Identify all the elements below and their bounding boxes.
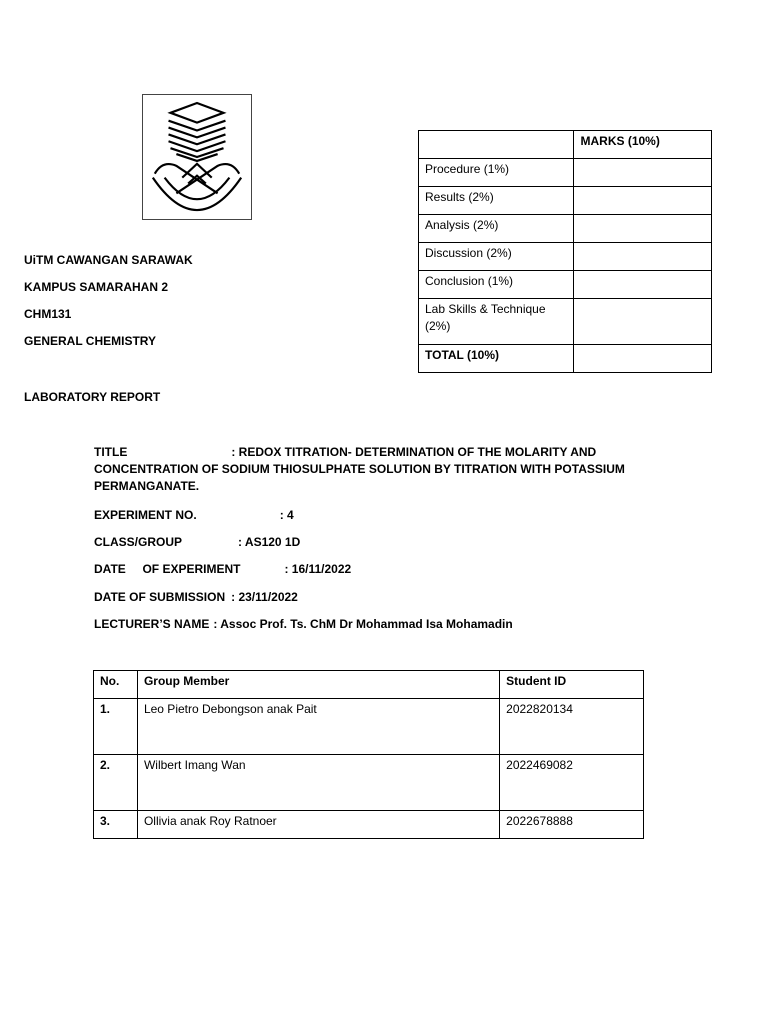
experiment-label: EXPERIMENT NO. [94, 508, 197, 522]
marks-row [419, 159, 712, 187]
title-value: : REDOX TITRATION- DETERMINATION OF THE MOLARITY AND [231, 445, 597, 459]
marks-label: Results (2%) [419, 187, 574, 215]
marks-row [419, 243, 712, 271]
crest-icon [143, 95, 251, 219]
date-submission-field [94, 589, 298, 606]
university-logo [142, 94, 252, 220]
marks-value[interactable] [574, 243, 712, 271]
kampus-name: KAMPUS SAMARAHAN 2 [24, 280, 169, 294]
row-no: 3. [94, 811, 138, 839]
lecturer-label: LECTURER’S NAME [94, 617, 210, 631]
row-member: Leo Pietro Debongson anak Pait [137, 699, 499, 755]
marks-value[interactable] [574, 159, 712, 187]
marks-table [418, 130, 712, 373]
marks-row [419, 215, 712, 243]
lecturer-field [94, 616, 513, 633]
row-no: 2. [94, 755, 138, 811]
row-student-id: 2022469082 [500, 755, 644, 811]
marks-label: Procedure (1%) [419, 159, 574, 187]
marks-row [419, 187, 712, 215]
marks-value[interactable] [574, 187, 712, 215]
report-title [94, 444, 654, 495]
marks-total-label: TOTAL (10%) [419, 345, 574, 373]
date-experiment-label: DATE OF EXPERIMENT [94, 562, 241, 576]
campus-name: UiTM CAWANGAN SARAWAK [24, 253, 193, 267]
table-row [94, 811, 644, 839]
row-member: Wilbert Imang Wan [137, 755, 499, 811]
marks-row [419, 271, 712, 299]
marks-total-row [419, 345, 712, 373]
marks-total-value[interactable] [574, 345, 712, 373]
marks-row [419, 299, 712, 345]
class-field [94, 534, 300, 551]
group-table [93, 670, 644, 839]
marks-value[interactable] [574, 299, 712, 345]
course-name: GENERAL CHEMISTRY [24, 334, 157, 348]
table-row [94, 699, 644, 755]
class-label: CLASS/GROUP [94, 535, 183, 549]
marks-value[interactable] [574, 271, 712, 299]
row-no: 1. [94, 699, 138, 755]
marks-label: Lab Skills & Technique (2%) [419, 299, 574, 345]
experiment-field [94, 507, 294, 524]
course-code: CHM131 [24, 307, 72, 321]
row-student-id: 2022820134 [500, 699, 644, 755]
group-header-row [94, 671, 644, 699]
class-value: : AS120 1D [238, 535, 301, 549]
marks-header: MARKS (10%) [574, 131, 712, 159]
date-submission-label: DATE OF SUBMISSION [94, 590, 226, 604]
row-member: Ollivia anak Roy Ratnoer [137, 811, 499, 839]
marks-header-blank [419, 131, 574, 159]
marks-label: Analysis (2%) [419, 215, 574, 243]
date-experiment-field [94, 561, 351, 578]
header-no: No. [94, 671, 138, 699]
header-member: Group Member [137, 671, 499, 699]
header-student-id: Student ID [500, 671, 644, 699]
marks-label: Discussion (2%) [419, 243, 574, 271]
date-submission-value: : 23/11/2022 [231, 590, 298, 604]
title-continuation: CONCENTRATION OF SODIUM THIOSULPHATE SOLUTION BY TITRATION WITH POTASSIUM PERMANGANATE. [94, 462, 625, 493]
experiment-value: : 4 [279, 508, 294, 522]
marks-label: Conclusion (1%) [419, 271, 574, 299]
report-heading: LABORATORY REPORT [24, 390, 161, 404]
date-experiment-value: : 16/11/2022 [284, 562, 352, 576]
lecturer-value: : Assoc Prof. Ts. ChM Dr Mohammad Isa Mohamadin [213, 617, 513, 631]
title-label: TITLE [94, 445, 128, 459]
marks-value[interactable] [574, 215, 712, 243]
table-row [94, 755, 644, 811]
marks-header-row [419, 131, 712, 159]
row-student-id: 2022678888 [500, 811, 644, 839]
